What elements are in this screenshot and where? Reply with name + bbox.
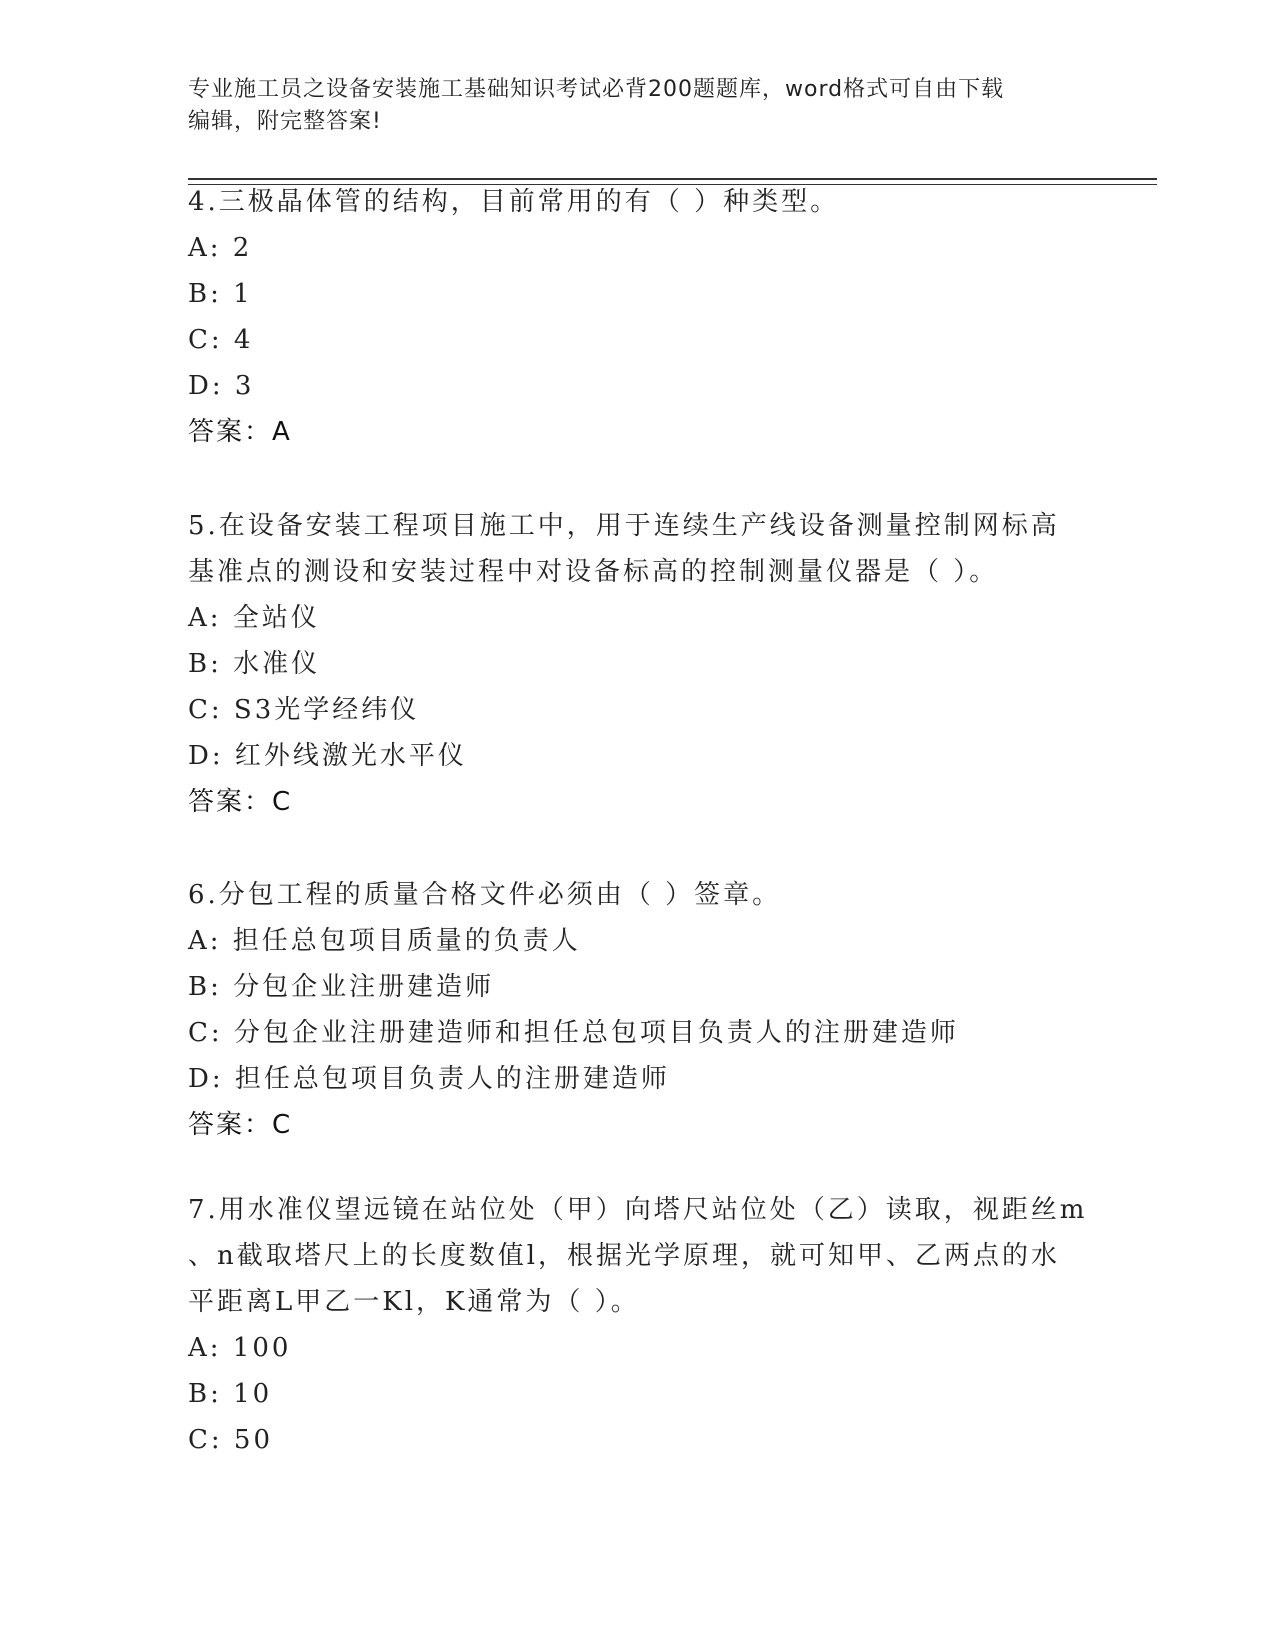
question-5 [188, 503, 1088, 825]
question-stem-line-1: 5.在设备安装工程项目施工中，用于连续生产线设备测量控制网标高 [188, 511, 1060, 541]
question-stem: 4.三极晶体管的结构，目前常用的有（ ）种类型。 [188, 187, 840, 217]
question-stem-line-1: 7.用水准仪望远镜在站位处（甲）向塔尺站位处（乙）读取，视距丝m [188, 1195, 1088, 1225]
question-4 [188, 179, 1088, 455]
answer-text: 答案：A [188, 417, 292, 447]
option-b: B: 分包企业注册建造师 [188, 972, 495, 1002]
option-b: B: 10 [188, 1379, 273, 1409]
option-a: A: 全站仪 [188, 603, 320, 633]
question-stem-line-3: 平距离L甲乙一Kl，K通常为（ ）。 [188, 1287, 640, 1317]
option-d: D: 担任总包项目负责人的注册建造师 [188, 1064, 670, 1094]
option-a: A: 100 [188, 1333, 292, 1363]
option-c: C: 50 [188, 1425, 274, 1455]
question-6 [188, 872, 1088, 1148]
answer-text: 答案：C [188, 1110, 293, 1140]
option-c: C: 4 [188, 325, 254, 355]
question-stem-line-2: 基准点的测设和安装过程中对设备标高的控制测量仪器是（ ）。 [188, 557, 999, 587]
question-stem-line-2: 、n截取塔尺上的长度数值l，根据光学原理，就可知甲、乙两点的水 [188, 1241, 1061, 1271]
option-c: C: S3光学经纬仪 [188, 695, 420, 725]
question-7 [188, 1187, 1088, 1463]
answer-text: 答案：C [188, 787, 293, 817]
option-b: B: 1 [188, 279, 253, 309]
option-a: A: 2 [188, 233, 253, 263]
option-b: B: 水准仪 [188, 649, 321, 679]
option-d: D: 红外线激光水平仪 [188, 741, 467, 771]
option-a: A: 担任总包项目质量的负责人 [188, 926, 581, 956]
document-header: 专业施工员之设备安装施工基础知识考试必背200题题库，word格式可自由下载 编辑，附完整答案! [188, 77, 1005, 134]
question-stem: 6.分包工程的质量合格文件必须由（ ）签章。 [188, 880, 782, 910]
option-c: C: 分包企业注册建造师和担任总包项目负责人的注册建造师 [188, 1018, 959, 1048]
option-d: D: 3 [188, 371, 255, 401]
